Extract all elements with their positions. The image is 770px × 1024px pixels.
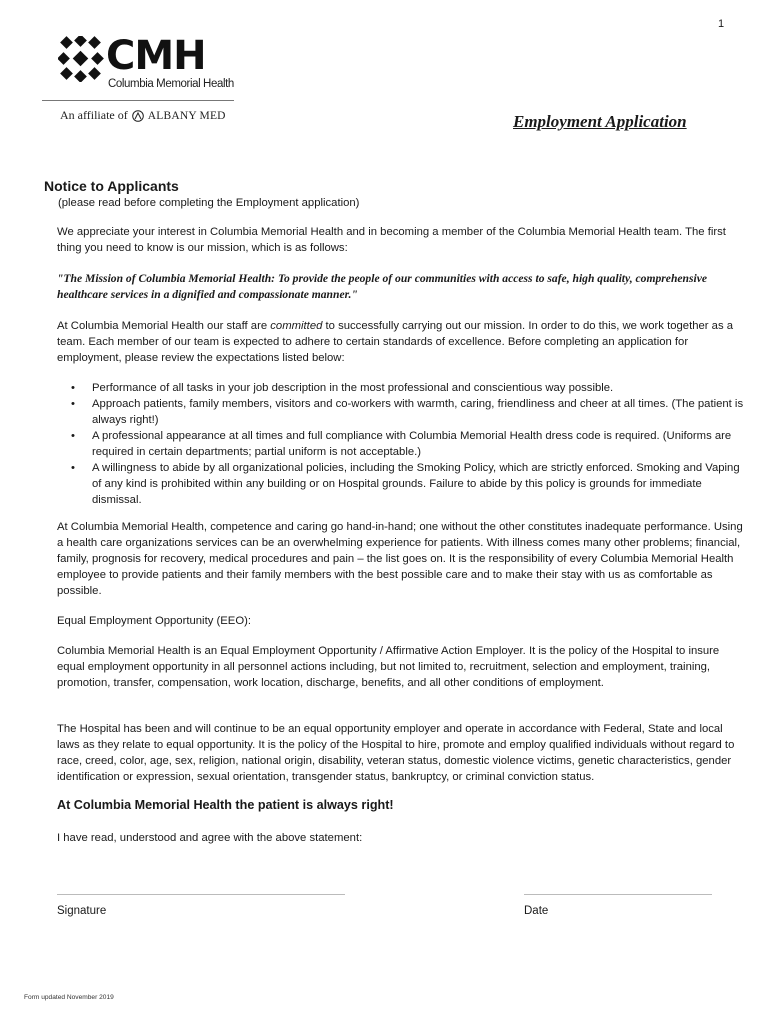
mission-statement (57, 271, 745, 303)
notice-subheading (57, 195, 745, 211)
date-field[interactable] (524, 894, 712, 895)
committed-pre: At Columbia Memorial Health our staff are (57, 320, 271, 332)
affiliate-brand: ALBANY MED (147, 109, 226, 122)
eeo-text-1: Columbia Memorial Health is an Equal Employment Opportunity / Affirmative Action Employer. It is the policy of the Hospital to insure equal employment opportunity in all personnel actions including, but not limited to, recruitment, selection and employment, training, promotion, transfer, compensation, work location, discharge, benefits, and all other conditions of employment. (57, 645, 720, 689)
form-updated-note: Form updated November 2019 (24, 994, 114, 1001)
patient-callout: At Columbia Memorial Health the patient is always right! (57, 798, 394, 812)
committed-word: committed (270, 320, 323, 332)
subheading-text: (please read before completing the Employment application) (58, 197, 360, 209)
signature-label: Signature (57, 905, 107, 917)
mission-text: "The Mission of Columbia Memorial Health: To provide the people of our communities with access to safe, high quality, comprehensive healthcare services in a dignified and compassionate manner." (57, 272, 708, 301)
agree-statement (57, 830, 745, 846)
albany-med-logo-icon (132, 110, 144, 122)
intro-text: We appreciate your interest in Columbia Memorial Health and in becoming a member of the Columbia Memorial Health team. The first thing you need to know is our mission, which is as follows: (57, 226, 726, 254)
eeo-heading-text: Equal Employment Opportunity (EEO): (57, 615, 252, 627)
signature-field[interactable] (57, 894, 345, 895)
notice-heading: Notice to Applicants (44, 178, 179, 194)
competence-paragraph (57, 519, 745, 599)
expectations-list (57, 380, 745, 508)
intro-paragraph (57, 224, 745, 256)
document-title: Employment Application (513, 112, 687, 131)
list-item: • A willingness to abide by all organizational policies, including the Smoking Policy, which are strictly enforced. Smoking and Vaping of any kind is prohibited within any building or on Hospital grounds. Failure to abide by this policy is grounds for immediate dismissal. (92, 460, 745, 508)
cmh-logo-icon (58, 36, 104, 82)
committed-paragraph (57, 318, 745, 366)
competence-text: At Columbia Memorial Health, competence and caring go hand-in-hand; one without the other constitutes inadequate performance. Using a health care organizations services can be an overwhelming experience for patients. With illness comes many other problems; financial, family, prognosis for recovery, medical procedures and pain – the list goes on. It is the responsibility of every Columbia Memorial Health employee to provide patients and their family members with the best possible care and to make their stay with us as comfortable as possible. (57, 521, 743, 597)
committed-post: to successfully carrying out our mission. In order to do this, we work together as a team. Each member of our team is expected to adhere to certain standards of excellence. Before completing an application for employment, please review the expectations listed below: (57, 320, 734, 364)
page-number: 1 (718, 18, 725, 30)
eeo-paragraph-2 (57, 721, 745, 785)
list-item: • Approach patients, family members, visitors and co-workers with warmth, caring, friendliness and cheer at all times. (The patient is always right!) (92, 396, 745, 428)
logo-subtitle: Columbia Memorial Health (108, 78, 234, 90)
list-item: • Performance of all tasks in your job description in the most professional and conscientious way possible. (92, 380, 745, 396)
eeo-text-2: The Hospital has been and will continue to be an equal opportunity employer and operate in accordance with Federal, State and local laws as they relate to equal opportunity. It is the policy of the Hospital to hire, promote and employ qualified individuals without regard to race, creed, color, age, sex, religion, national origin, disability, veteran status, domestic violence victims, genetic characteristics, gender identification or expression, sexual orientation, transgender status, bankruptcy, or criminal conviction status. (57, 723, 735, 783)
eeo-heading (57, 613, 745, 629)
list-item: • A professional appearance at all times and full compliance with Columbia Memorial Health dress code is required. (Uniforms are required in certain departments; partial uniform is not acceptable.) (92, 428, 745, 460)
affiliate-prefix: An affiliate of (60, 108, 128, 122)
affiliate-line (60, 108, 226, 123)
date-label: Date (524, 905, 549, 917)
logo-divider (42, 100, 234, 101)
eeo-paragraph-1 (57, 643, 745, 691)
agree-text: I have read, understood and agree with the above statement: (57, 832, 363, 844)
logo-wordmark: CMH (106, 33, 206, 79)
